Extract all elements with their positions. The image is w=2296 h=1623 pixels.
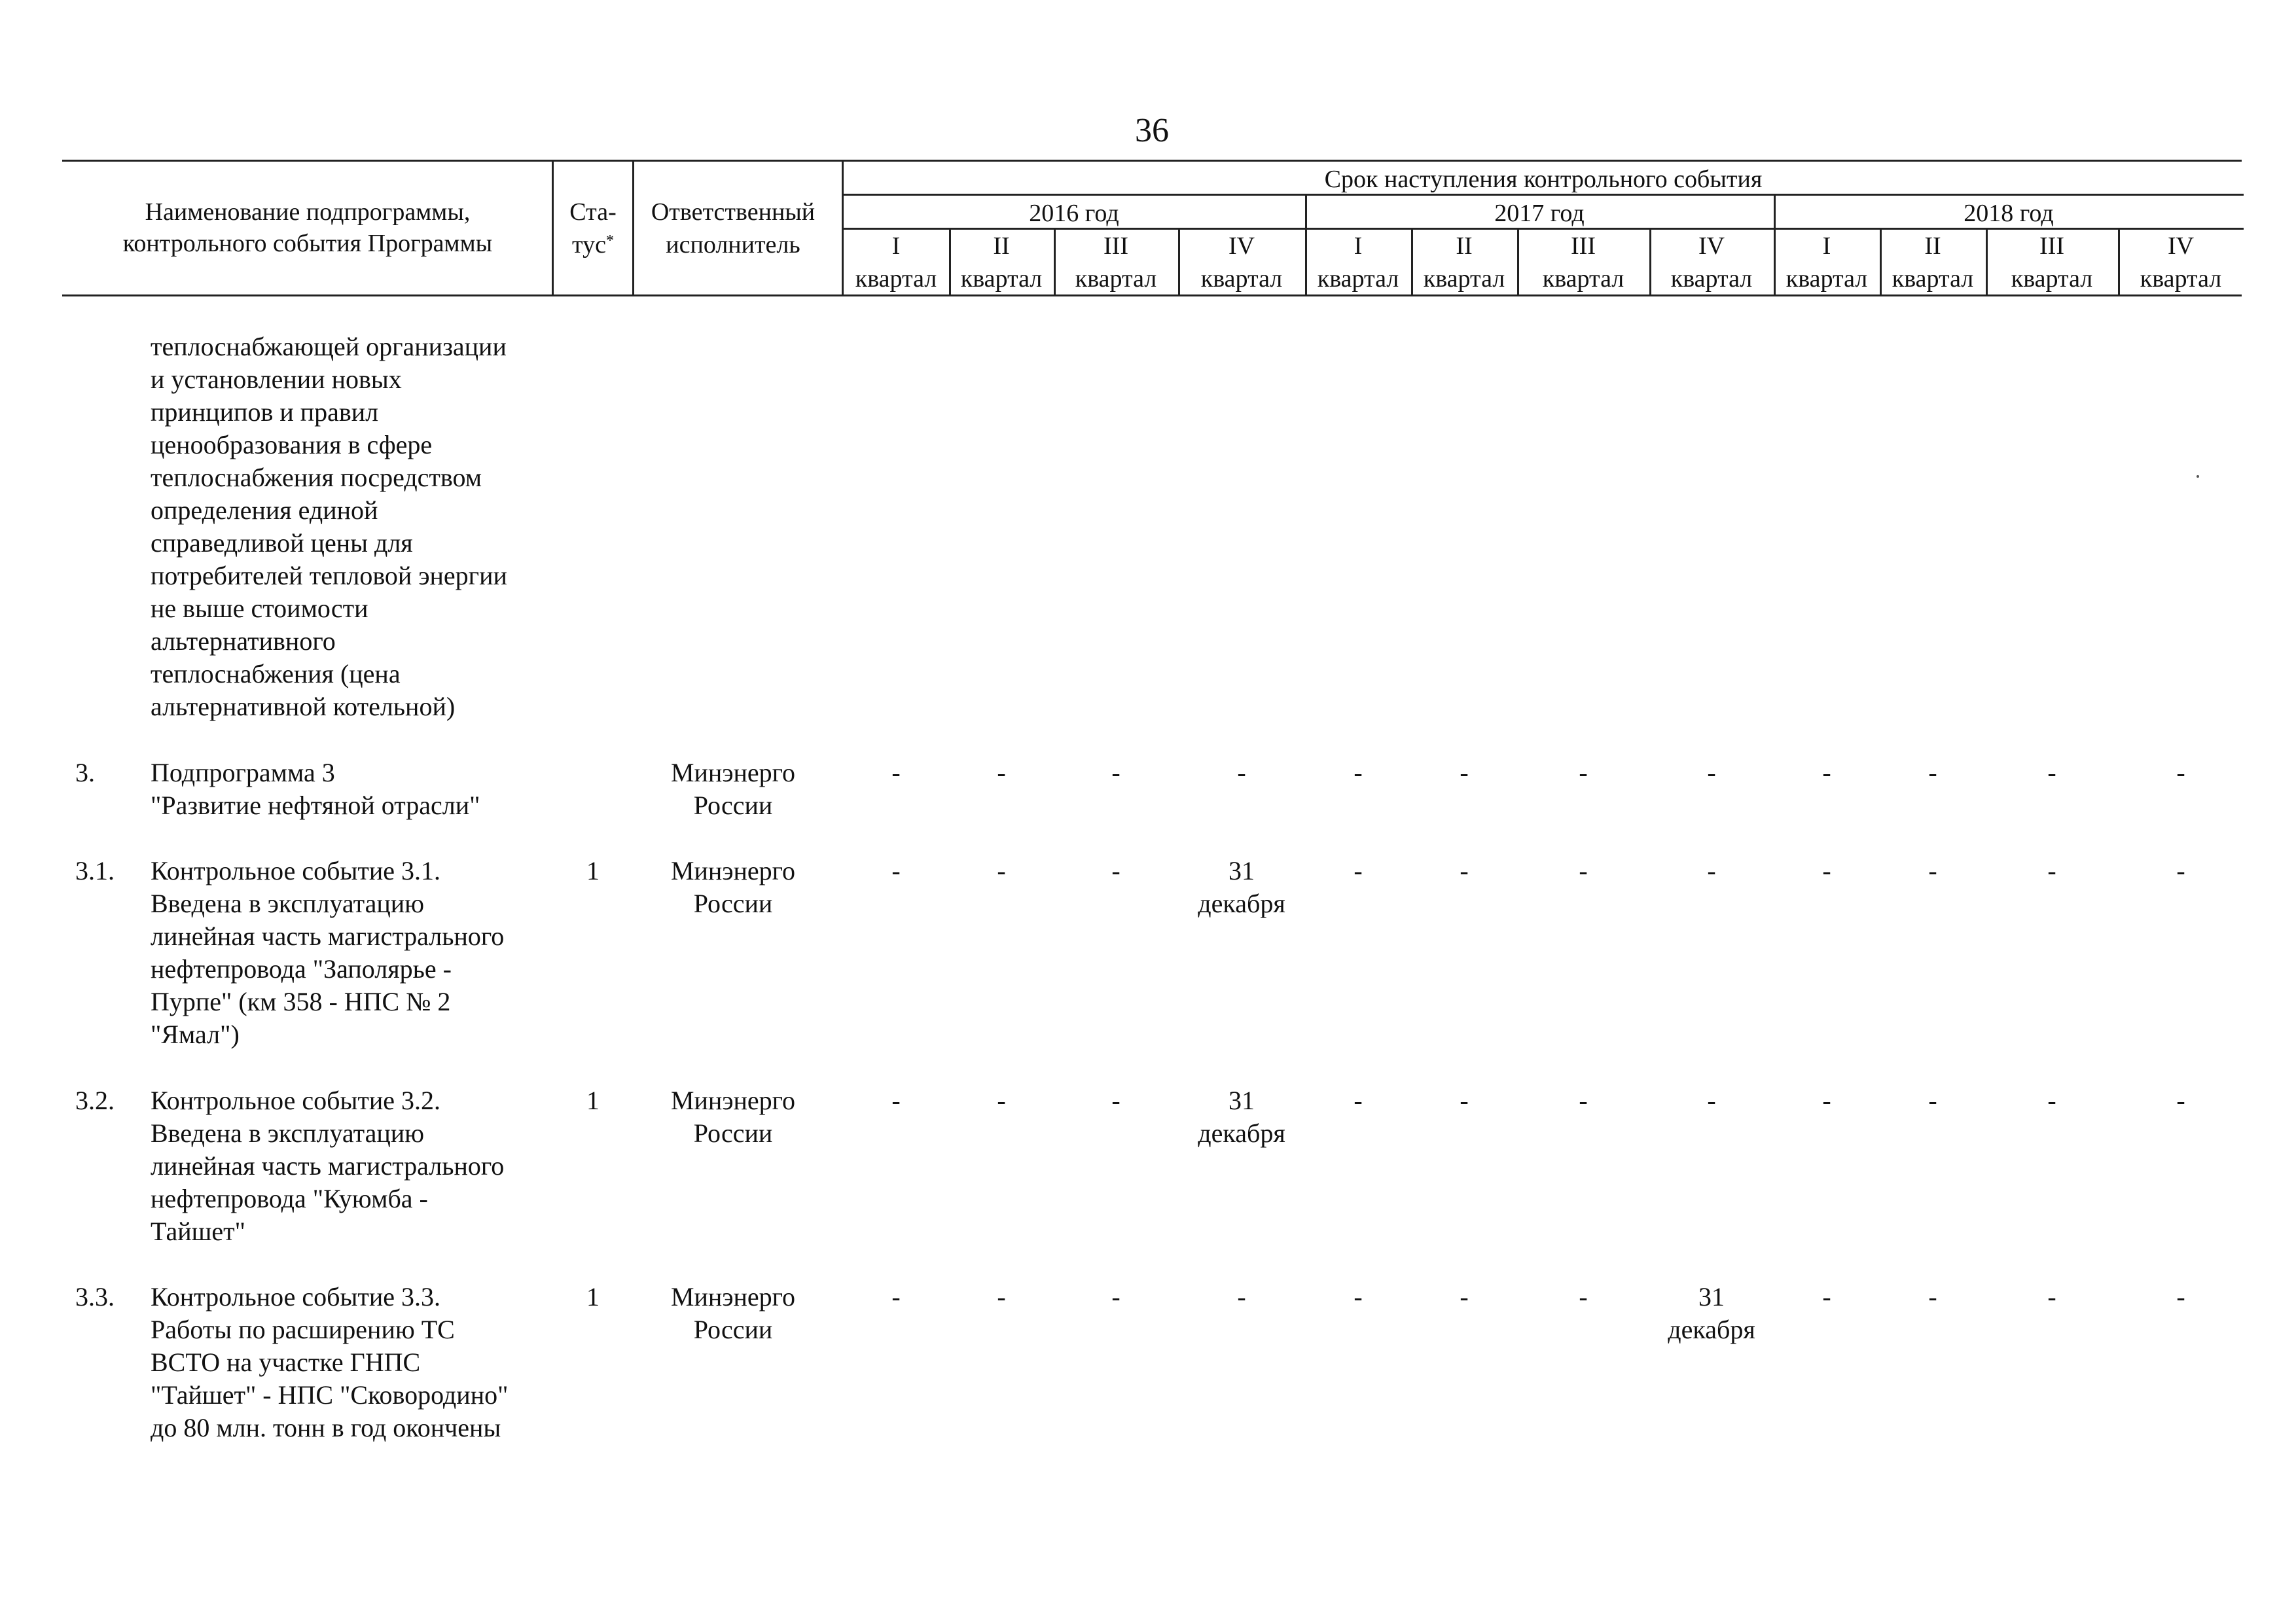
year-2018: 2018 год (1964, 200, 2054, 227)
quarter-word: квартал (960, 265, 1043, 293)
quarter-cell: - (1354, 1086, 1363, 1115)
row-responsible: Минэнерго России (670, 758, 796, 820)
quarter-word: квартал (1317, 265, 1399, 293)
quarter-cell: - (997, 758, 1006, 787)
quarter-numeral: II (1924, 232, 1941, 260)
row-name: Контрольное событие 3.2. Введена в эксплуатацию линейная часть магистрального нефтепровода "Куюмба - Тайшет" (151, 1086, 505, 1246)
quarter-numeral: I (1354, 232, 1363, 260)
row-responsible: Минэнерго России (670, 856, 796, 918)
quarter-word: квартал (855, 265, 937, 293)
quarter-cell: 31 декабря (1198, 1086, 1285, 1148)
quarter-cell: - (1460, 856, 1469, 885)
quarter-numeral: III (1103, 232, 1128, 260)
quarter-cell: - (1928, 856, 1937, 885)
row-status: 1 (586, 856, 600, 885)
quarter-cell: - (2176, 856, 2185, 885)
quarter-cell: - (1579, 758, 1588, 787)
quarter-word: квартал (1670, 265, 1753, 293)
column-divider (632, 160, 634, 294)
status-footnote-mark: * (605, 232, 614, 249)
quarter-numeral: IV (1698, 232, 1725, 260)
quarter-cell: - (2047, 1086, 2056, 1115)
quarter-word: квартал (1785, 265, 1868, 293)
quarter-cell: - (1822, 856, 1831, 885)
quarter-cell: - (1579, 1282, 1588, 1311)
quarter-numeral: I (1822, 232, 1831, 260)
quarter-cell: - (1460, 758, 1469, 787)
quarter-cell: 31 декабря (1668, 1282, 1755, 1344)
name-column-header: Наименование подпрограммы, контрольного события Программы (122, 198, 493, 257)
responsible-column-header-line1: Ответственный (651, 198, 816, 226)
quarter-cell: - (1707, 758, 1716, 787)
row-responsible: Минэнерго России (670, 1086, 796, 1148)
page-number: 36 (1135, 112, 1169, 149)
year-2017: 2017 год (1494, 200, 1585, 227)
quarter-cell: - (1354, 856, 1363, 885)
quarter-cell: - (2176, 1086, 2185, 1115)
deadline-title: Срок наступления контрольного события (1324, 166, 1763, 193)
quarter-word: квартал (1892, 265, 1974, 293)
row-responsible: Минэнерго России (670, 1282, 796, 1344)
quarter-cell: - (891, 856, 901, 885)
quarter-cell: - (2047, 758, 2056, 787)
quarter-cell: - (1111, 758, 1121, 787)
quarter-word: квартал (2011, 265, 2093, 293)
row-number: 3.3. (75, 1282, 115, 1311)
quarter-cell: - (997, 1282, 1006, 1311)
quarter-cell: - (891, 1282, 901, 1311)
quarter-cell: - (1822, 758, 1831, 787)
quarter-cell: - (1928, 1086, 1937, 1115)
quarter-cell: - (891, 758, 901, 787)
quarter-cell: - (891, 1086, 901, 1115)
quarter-cell: - (1707, 856, 1716, 885)
row-name: Подпрограмма 3 "Развитие нефтяной отрасли" (151, 758, 480, 820)
quarter-numeral: IV (1228, 232, 1255, 260)
quarter-word: квартал (2140, 265, 2222, 293)
quarter-cell: - (1928, 1282, 1937, 1311)
quarter-numeral: III (1571, 232, 1596, 260)
status-column-header-line2 (554, 229, 632, 260)
stray-mark (2197, 475, 2199, 478)
header-bottom-border (62, 294, 2242, 296)
row-status: 1 (586, 1282, 600, 1311)
quarter-cell: - (1822, 1282, 1831, 1311)
quarter-cell: - (2176, 1282, 2185, 1311)
status-column-header-line1: Ста- (569, 198, 617, 226)
quarter-cell: - (1822, 1086, 1831, 1115)
quarter-cell: - (1354, 1282, 1363, 1311)
quarter-word: квартал (1542, 265, 1624, 293)
quarter-cell: - (1111, 1086, 1121, 1115)
quarter-numeral: IV (2167, 232, 2195, 260)
quarter-cell: - (1579, 1086, 1588, 1115)
responsible-column-header-line2: исполнитель (666, 231, 800, 259)
row-status: 1 (586, 1086, 600, 1115)
quarter-cell: - (1460, 1282, 1469, 1311)
row-number: 3.1. (75, 856, 115, 885)
quarter-cell: - (1579, 856, 1588, 885)
quarter-numeral: II (1456, 232, 1473, 260)
status-column-header-text: тус (572, 231, 606, 259)
header-top-border (62, 160, 2242, 162)
quarter-numeral: I (891, 232, 901, 260)
continuation-text: теплоснабжающей организации и установлении новых принципов и правил ценообразования в сфере теплоснабжения посредством определения единой справедливой цены для потребителей тепловой энергии не выше стоимости альтернативного теплоснабжения (цена альтернативной котельной) (151, 332, 507, 721)
quarter-cell: - (1354, 758, 1363, 787)
row-name: Контрольное событие 3.3. Работы по расширению ТС ВСТО на участке ГНПС "Тайшет" - НПС "Сковородино" до 80 млн. тонн в год окончены (151, 1282, 509, 1442)
quarter-numeral: III (2039, 232, 2064, 260)
quarter-cell: - (1460, 1086, 1469, 1115)
quarter-cell: - (1928, 758, 1937, 787)
quarter-cell: - (1237, 758, 1246, 787)
quarter-cell: 31 декабря (1198, 856, 1285, 918)
row-number: 3.2. (75, 1086, 115, 1115)
quarter-cell: - (1707, 1086, 1716, 1115)
quarter-cell: - (1111, 856, 1121, 885)
quarter-cell: - (1237, 1282, 1246, 1311)
quarter-word: квартал (1200, 265, 1283, 293)
row-number: 3. (75, 758, 95, 787)
quarter-cell: - (997, 1086, 1006, 1115)
quarter-cell: - (2047, 1282, 2056, 1311)
quarter-cell: - (997, 856, 1006, 885)
quarter-word: квартал (1423, 265, 1505, 293)
quarter-numeral: II (993, 232, 1010, 260)
year-2016: 2016 год (1029, 200, 1119, 227)
quarter-cell: - (2176, 758, 2185, 787)
quarter-cell: - (2047, 856, 2056, 885)
quarter-cell: - (1111, 1282, 1121, 1311)
quarter-word: квартал (1075, 265, 1157, 293)
row-name: Контрольное событие 3.1. Введена в эксплуатацию линейная часть магистрального нефтепровода "Заполярье - Пурпе" (км 358 - НПС № 2 "Ямал") (151, 856, 505, 1049)
